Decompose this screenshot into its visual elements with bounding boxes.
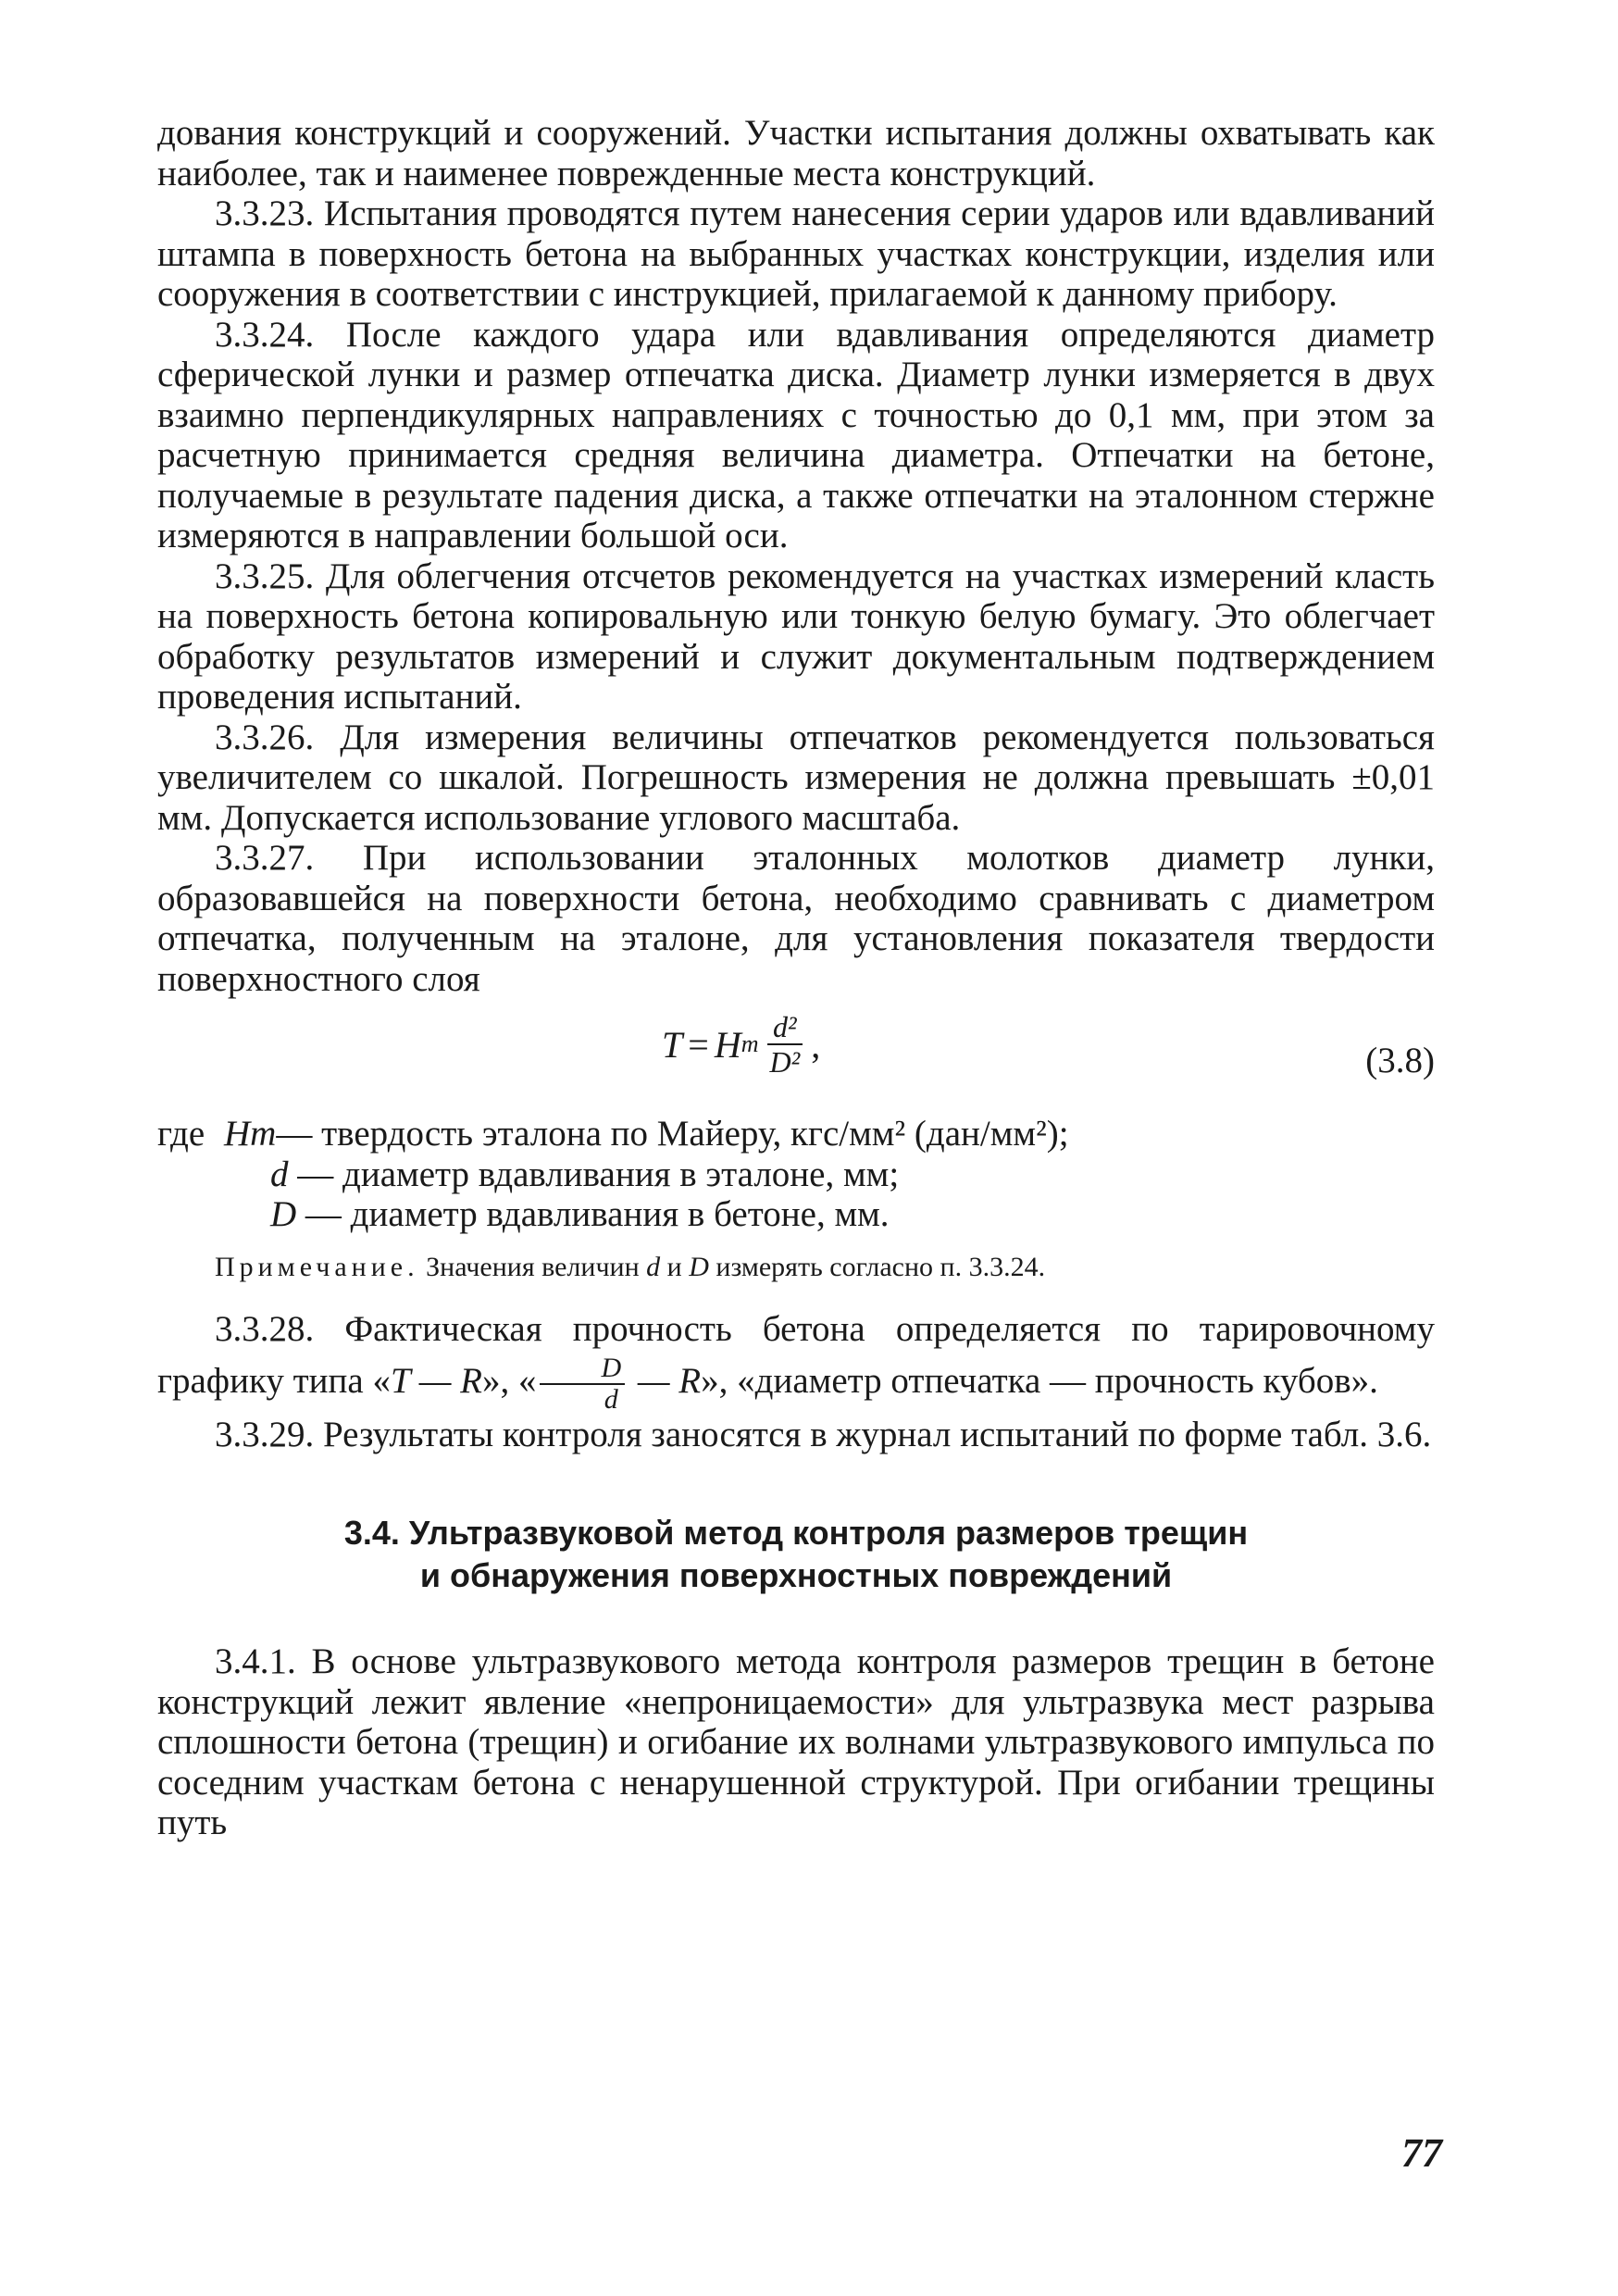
note-sym-d: d (646, 1251, 661, 1282)
p6-r2: — R (629, 1360, 702, 1401)
note (215, 1250, 1435, 1285)
paragraph-3-4-1: 3.4.1. В основе ультразвукового метода контроля размеров трещин в бетоне конструкций лежит явление «непроницаемости» для ультразвука мест разрыва сплошности бетона (трещин) и огибание их волнами ультразвукового импульса по соседним участкам бетона с ненарушенной структурой. При огибании трещины путь (157, 1641, 1435, 1842)
paragraph-3-3-28 (157, 1305, 1435, 1415)
p6-frac-den: d (604, 1383, 618, 1415)
where-symbol-d: d (270, 1154, 289, 1194)
formula-comma: , (811, 1023, 821, 1066)
note-text-a: Значения величин (418, 1251, 647, 1282)
formula-h: H (714, 1023, 741, 1066)
formula-3-8 (157, 1004, 1435, 1114)
where-symbol-hm: Hm (224, 1114, 277, 1154)
paragraph-3-3-29: 3.3.29. Результаты контроля заносятся в журнал испытаний по форме табл. 3.6. (215, 1414, 1432, 1454)
paragraph-3-3-27: 3.3.27. При использовании эталонных молотков диаметр лунки, образовавшейся на поверхности бетона, необходимо сравнивать с диаметром отпечатка, полученным на эталоне, для установления показателя твердости поверхностного слоя (157, 838, 1435, 999)
where-text-d: — диаметр вдавливания в эталоне, мм; (297, 1154, 900, 1194)
paragraph-3-3-24: 3.3.24. После каждого удара или вдавливания определяются диаметр сферической лунки и размер отпечатка диска. Диаметр лунки измеряется в двух взаимно перпендикулярных направлениях с точностью до 0,1 мм, при этом за расчетную принимается средняя величина диаметра. Отпечатки на бетоне, получаемые в результате падения диска, а также отпечатки на эталонном стержне измеряются в направлении большой оси. (157, 314, 1435, 555)
p6-start: 3.3.28. Фактическая прочность бетона определяется по тарировочному графику типа « (157, 1308, 1435, 1401)
p6-fraction (540, 1354, 625, 1415)
where-text-hm: — твердость эталона по Майеру, кгс/мм² (дан/мм²); (276, 1114, 1069, 1154)
p6-end: », «диаметр отпечатка — прочность кубов». (701, 1360, 1378, 1401)
note-label: Примечание. (215, 1251, 419, 1282)
formula-fraction (764, 1010, 805, 1079)
where-lead: где (157, 1114, 205, 1154)
note-sym-big-d: D (689, 1251, 709, 1282)
paragraph-continuation: дования конструкций и сооружений. Участки испытания должны охватывать как наиболее, так и наименее поврежденные места конструкций. (157, 113, 1435, 193)
p6-mid: », « (481, 1360, 537, 1401)
note-text-b: и (660, 1251, 690, 1282)
where-line-d (157, 1154, 1435, 1195)
page-number: 77 (1401, 2130, 1442, 2176)
page-body (157, 113, 1435, 1843)
p6-frac-num: D (540, 1354, 625, 1385)
p6-tr: T — R (390, 1360, 482, 1401)
formula-denominator: D² (769, 1045, 801, 1079)
formula-h-subscript: m (741, 1030, 759, 1057)
note-text-c: измерять согласно п. 3.3.24. (708, 1251, 1046, 1282)
paragraph-3-3-26: 3.3.26. Для измерения величины отпечатков рекомендуется пользоваться увеличителем со шкалой. Погрешность измерения не должна превышать ±0,01 мм. Допускается использование углового масштаба. (157, 717, 1435, 838)
heading-line-2: и обнаружения поверхностных повреждений (419, 1556, 1173, 1594)
paragraph-3-3-23: 3.3.23. Испытания проводятся путем нанесения серии ударов или вдавливаний штампа в поверхность бетона на выбранных участках конструкции, изделия или сооружения в соответствии с инструкцией, прилагаемой к данному прибору. (157, 193, 1435, 314)
where-symbol-big-d: D (270, 1194, 297, 1234)
formula-expression (662, 1010, 820, 1079)
where-text-big-d: — диаметр вдавливания в бетоне, мм. (305, 1194, 890, 1234)
heading-line-1: 3.4. Ультразвуковой метод контроля размеров трещин (343, 1514, 1249, 1552)
formula-numerator: d² (767, 1010, 803, 1045)
paragraph-3-3-25: 3.3.25. Для облегчения отсчетов рекомендуется на участках измерений класть на поверхность бетона копировальную или тонкую белую бумагу. Это облегчает обработку результатов измерений и служит документальным подтверждением проведения испытаний. (157, 555, 1435, 717)
formula-equals: = (688, 1023, 709, 1066)
where-line-hm (157, 1114, 1435, 1154)
section-heading-3-4 (157, 1512, 1435, 1597)
where-line-big-d (157, 1194, 1435, 1235)
equation-number: (3.8) (1365, 1041, 1435, 1080)
where-block (157, 1114, 1435, 1235)
formula-lhs: T (662, 1023, 683, 1066)
